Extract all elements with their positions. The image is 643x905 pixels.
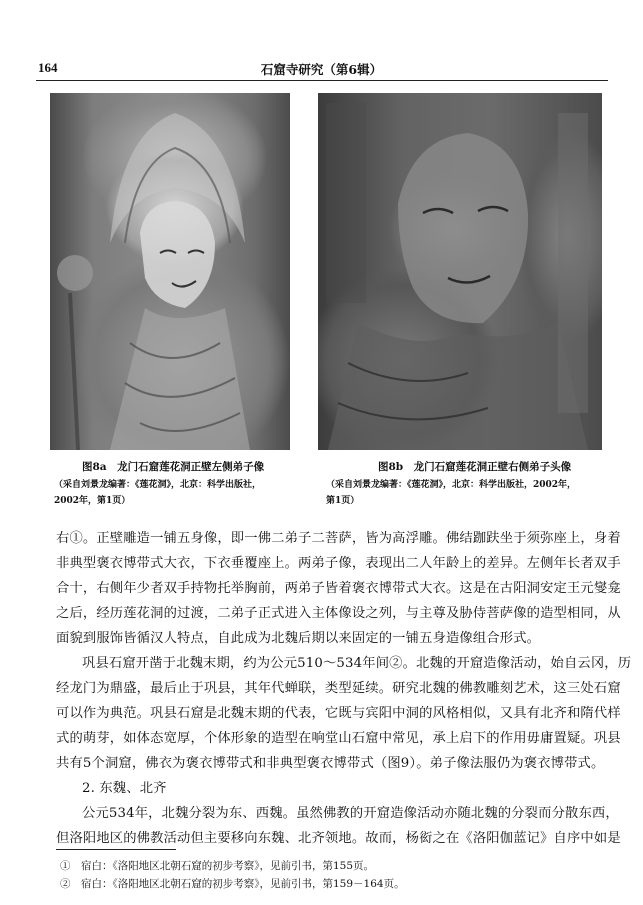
footnote-2: [60, 876, 405, 891]
footnote-1: [60, 858, 374, 873]
section-heading: 2. 东魏、北齐: [82, 781, 167, 796]
figure-8b-caption: 图8b 龙门石窟莲花洞正壁右侧弟子头像: [378, 461, 572, 473]
header-rule: [36, 80, 608, 81]
footnote-marker: ②: [60, 878, 71, 890]
figure-8b-photo: [318, 93, 602, 450]
figure-8a-photo: [50, 93, 290, 450]
disciple-head-right-illustration: [318, 93, 602, 450]
body-paragraph-line: 公元534年，北魏分裂为东、西魏。虽然佛教的开窟造像活动亦随北魏的分裂而分散东西，: [82, 806, 619, 821]
figure-8b-source-line1: （采自刘景龙编著：《莲花洞》，北京：科学出版社，2002年，: [326, 480, 577, 490]
body-paragraph-line: 可以作为典范。巩县石窟是北魏末期的代表，它既与宾阳中洞的风格相似，又具有北齐和隋代样: [56, 706, 621, 721]
disciple-relief-left-illustration: [50, 93, 290, 450]
body-paragraph-line: 共有5个洞窟，佛衣为褒衣博带式和非典型褒衣博带式（图9）。弟子像法服仍为褒衣博带式。: [56, 756, 605, 771]
figure-8b-source-line2: 第1页）: [326, 496, 360, 506]
page-number: 164: [38, 60, 58, 75]
body-paragraph-line: 非典型褒衣博带式大衣，下衣垂覆座上。两弟子像，表现出二人年龄上的差异。左侧年长者双手: [56, 556, 621, 571]
body-paragraph-line: 面貌到服饰皆循汉人特点，自此成为北魏后期以来固定的一铺五身造像组合形式。: [56, 631, 541, 646]
figure-8a-caption: 图8a 龙门石窟莲花洞正壁左侧弟子像: [82, 461, 265, 473]
figure-8a-source-line1: （采自刘景龙编著：《莲花洞》，北京：科学出版社，: [54, 480, 262, 490]
footnote-text: 宿白：《洛阳地区北朝石窟的初步考察》，见前引书，第159－164页。: [81, 878, 405, 890]
body-paragraph-line: 式的萌芽，如体态宽厚，个体形象的造型在响堂山石窟中常见，承上启下的作用毋庸置疑。巩县: [56, 731, 621, 746]
body-paragraph-line: 但洛阳地区的佛教活动但主要移向东魏、北齐领地。故而，杨衒之在《洛阳伽蓝记》自序中如是: [56, 831, 621, 846]
body-paragraph-line: 巩县石窟开凿于北魏末期，约为公元510～534年间②。北魏的开窟造像活动，始自云冈，历: [82, 656, 632, 671]
footnote-text: 宿白：《洛阳地区北朝石窟的初步考察》，见前引书，第155页。: [81, 860, 375, 872]
running-title: 石窟寺研究（第6辑）: [260, 62, 383, 77]
figure-8a-source-line2: 2002年，第1页）: [54, 496, 131, 506]
body-paragraph-line: 经龙门为鼎盛，最后止于巩县，其年代蝉联，类型延续。研究北魏的佛教雕刻艺术，这三处石窟: [56, 681, 621, 696]
footnote-marker: ①: [60, 860, 71, 872]
body-paragraph-line: 合十，右侧年少者双手持物托举胸前，两弟子皆着褒衣博带式大衣。这是在古阳洞安定王元燮龛: [56, 581, 621, 596]
footnote-rule: [56, 849, 176, 850]
body-paragraph-line: 之后，经历莲花洞的过渡，二弟子正式进入主体像设之列，与主尊及胁侍菩萨像的造型相同，从: [56, 606, 621, 621]
body-paragraph-line: 右①。正壁雕造一铺五身像，即一佛二弟子二菩萨，皆为高浮雕。佛结跏趺坐于须弥座上，身着: [56, 531, 621, 546]
